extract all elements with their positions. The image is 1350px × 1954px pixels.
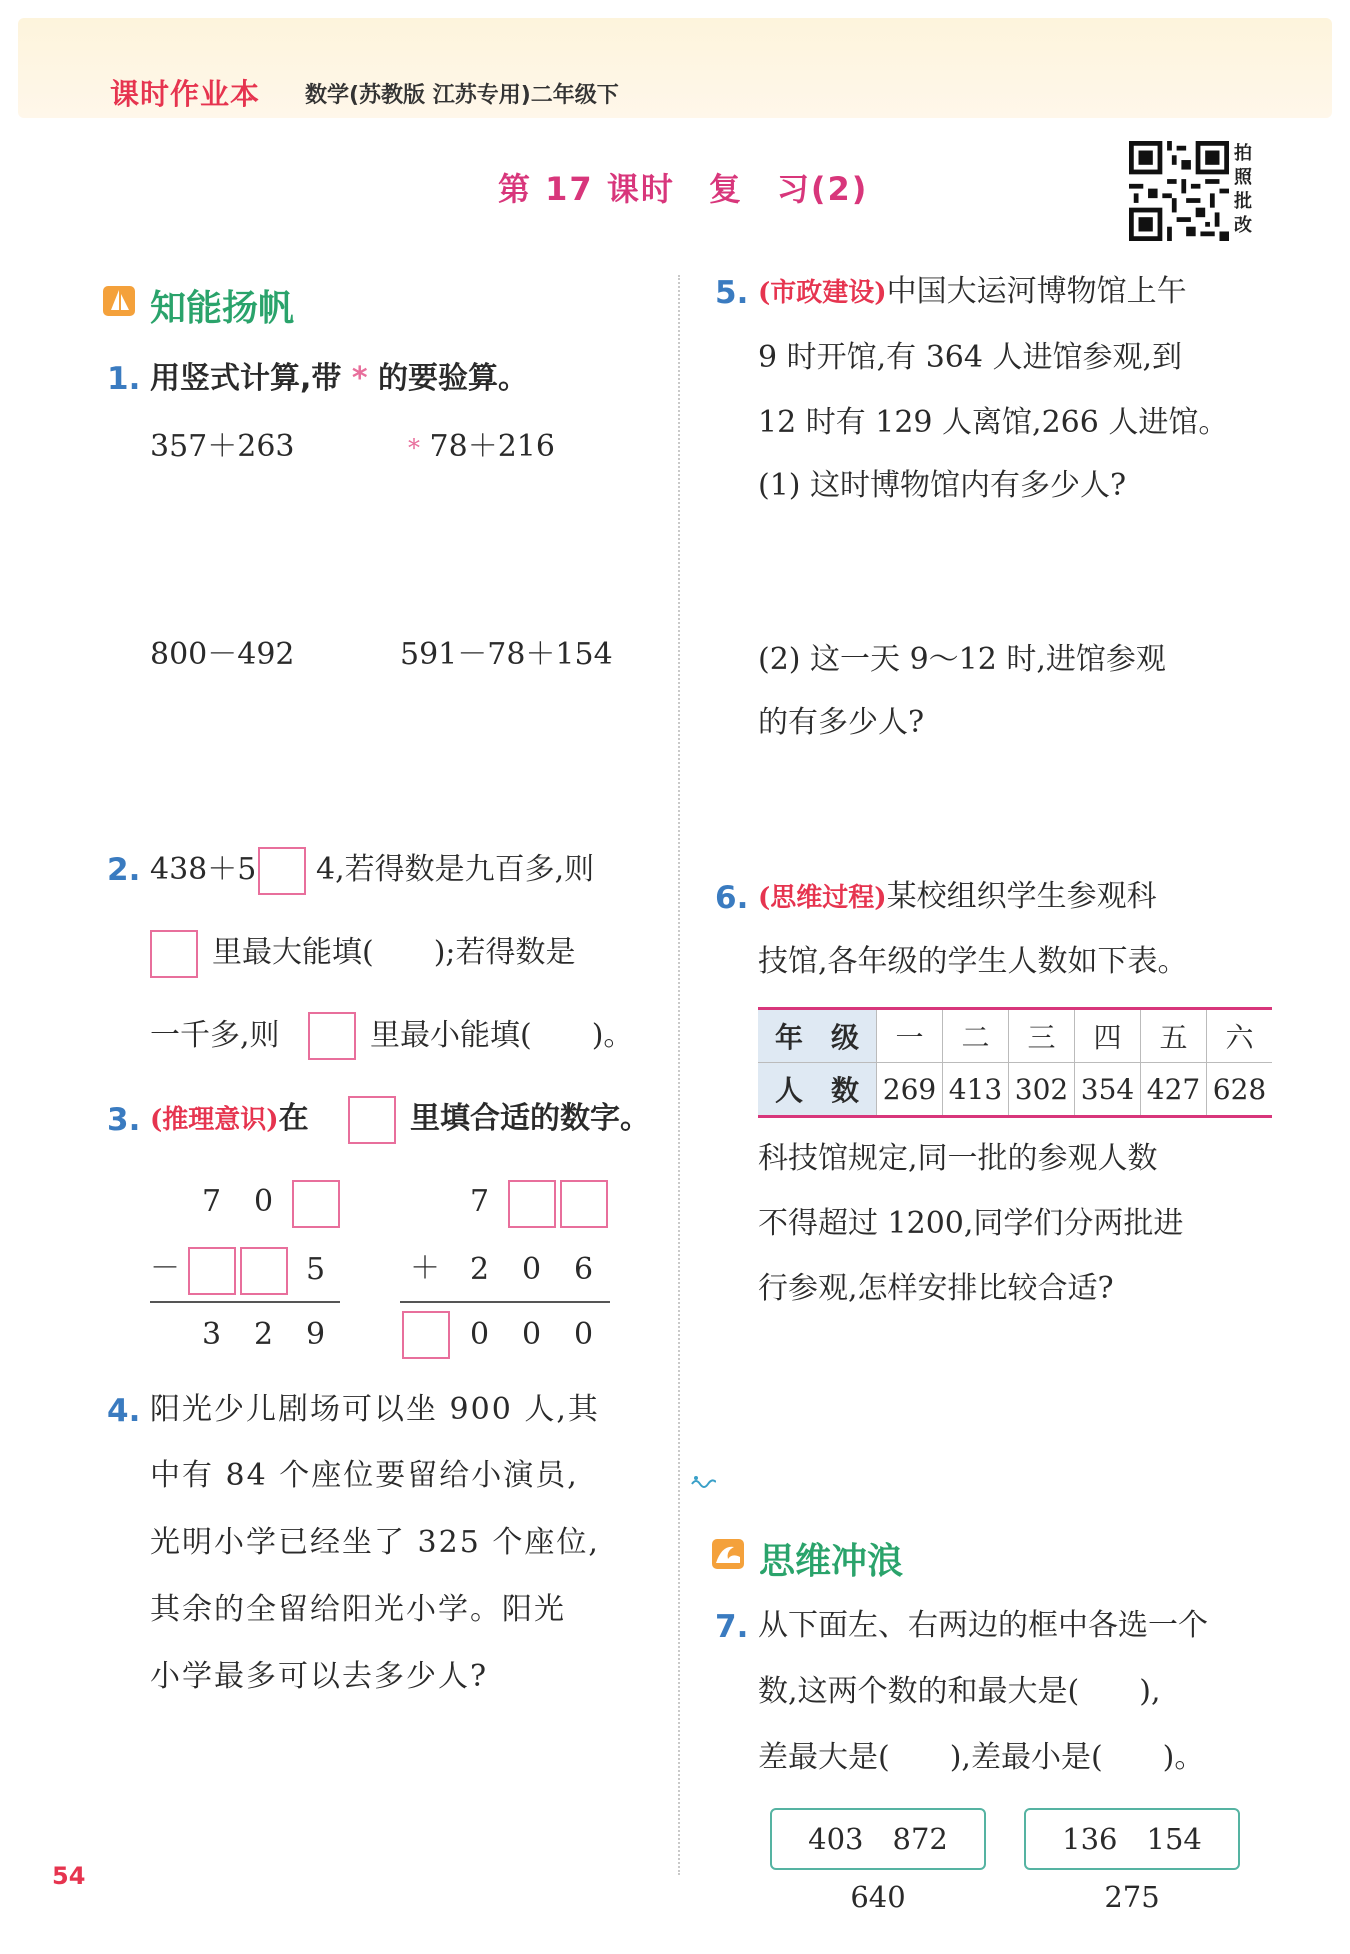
q3-right-blank[interactable] (560, 1180, 608, 1228)
q4-line: 光明小学已经坐了 325 个座位, (150, 1525, 600, 1560)
q6-line2: 技馆,各年级的学生人数如下表。 (758, 944, 1188, 979)
table-cell: 二 (943, 1009, 1009, 1063)
table-header-grade: 年 级 (758, 1009, 877, 1063)
q3-left-operator: － (150, 1251, 180, 1286)
q7-left-number-box: 403 872 640 (770, 1808, 986, 1870)
q3-example-box (348, 1096, 396, 1144)
q1-prompt-a: 用竖式计算,带 (150, 361, 342, 396)
q5-line2: 9 时开馆,有 364 人进馆参观,到 (758, 340, 1183, 375)
q3-right-result-digit: 0 (470, 1317, 490, 1352)
q2-answer-box[interactable] (308, 1012, 356, 1060)
qr-label-char: 改 (1234, 215, 1252, 236)
qr-label-char: 批 (1234, 191, 1252, 212)
q2-line1b: 4,若得数是九百多,则 (316, 852, 595, 887)
qr-label-char: 照 (1234, 167, 1252, 188)
q5-line1 (758, 275, 1187, 310)
table-cell: 354 (1075, 1063, 1141, 1117)
q5-sub1: (1) 这时博物馆内有多少人? (758, 468, 1127, 503)
q4-line: 其余的全留给阳光小学。阳光 (150, 1592, 566, 1627)
q4-line: 小学最多可以去多少人? (150, 1659, 489, 1694)
question-number-2: 2. (107, 852, 141, 888)
section-title-siwei: 思维冲浪 (759, 1541, 904, 1582)
wave-surf-icon (712, 1539, 744, 1569)
q3-right-blank[interactable] (402, 1311, 450, 1359)
q3-text-2: 里填合适的数字。 (410, 1101, 650, 1136)
column-divider (678, 275, 680, 1875)
q1-expression-1: 357＋263 (150, 429, 295, 464)
q1-expression-4: 591－78＋154 (400, 637, 613, 672)
q1-expression-2-text: 78＋216 (429, 429, 555, 464)
table-cell: 四 (1075, 1009, 1141, 1063)
question-number-6: 6. (715, 880, 749, 916)
q3-left-result-digit: 9 (306, 1317, 326, 1352)
qr-code-icon[interactable] (1127, 141, 1231, 241)
q5-line3: 12 时有 129 人离馆,266 人进馆。 (758, 405, 1229, 440)
q3-left-result-digit: 3 (202, 1317, 222, 1352)
q5-line1-text: 中国大运河博物馆上午 (886, 274, 1187, 309)
q3-right-blank[interactable] (508, 1180, 556, 1228)
q3-left-blank[interactable] (240, 1247, 288, 1295)
q6-tag: (思维过程) (758, 883, 887, 913)
brand-title: 课时作业本 (110, 77, 261, 111)
q3-left-digit: 5 (306, 1252, 326, 1287)
q1-prompt (150, 362, 528, 396)
q7-line2: 数,这两个数的和最大是( ), (758, 1674, 1161, 1709)
table-row (758, 1063, 1272, 1117)
q3-right-result-digit: 0 (574, 1317, 594, 1352)
q3-right-digit: 2 (470, 1252, 490, 1287)
subject-title: 数学(苏教版 江苏专用)二年级下 (305, 83, 619, 108)
lesson-title: 第 17 课时 复 习(2) (498, 170, 869, 208)
q3-left-digit: 0 (254, 1184, 274, 1219)
question-number-4: 4. (107, 1393, 141, 1429)
q1-expression-2 (408, 430, 555, 465)
q5-tag: (市政建设) (758, 278, 887, 308)
q3-left-digit: 7 (202, 1184, 222, 1219)
q3-left-result-digit: 2 (254, 1317, 274, 1352)
table-cell: 427 (1141, 1063, 1207, 1117)
q2-line1a: 438＋5 (150, 852, 257, 887)
q7-line3: 差最大是( ),差最小是( )。 (758, 1740, 1205, 1775)
qr-label (1234, 142, 1256, 238)
q3-text-1: 在 (278, 1101, 309, 1136)
table-cell: 413 (943, 1063, 1009, 1117)
q6-line1 (758, 880, 1157, 915)
q3-right-result-digit: 0 (522, 1317, 542, 1352)
q6-after-line: 行参观,怎样安排比较合适? (758, 1271, 1114, 1306)
q4-line: 阳光少儿剧场可以坐 900 人,其 (150, 1392, 600, 1427)
q5-sub2b: 的有多少人? (758, 705, 925, 740)
table-cell: 三 (1009, 1009, 1075, 1063)
wave-icon (690, 1474, 716, 1490)
q7-line1: 从下面左、右两边的框中各选一个 (758, 1608, 1208, 1643)
table-header-count: 人 数 (758, 1063, 877, 1117)
star-mark: * (351, 361, 368, 396)
question-number-1: 1. (107, 361, 141, 397)
q3-right-digit: 7 (470, 1184, 490, 1219)
table-cell: 302 (1009, 1063, 1075, 1117)
q3-right-line (400, 1301, 610, 1303)
q2-answer-box[interactable] (150, 930, 198, 978)
question-number-3: 3. (107, 1102, 141, 1138)
q3-left-blank[interactable] (292, 1180, 340, 1228)
q4-line: 中有 84 个座位要留给小演员, (150, 1458, 579, 1493)
q2-answer-box[interactable] (258, 847, 306, 895)
q3-left-line (150, 1301, 340, 1303)
q3-right-digit: 6 (574, 1252, 594, 1287)
q7-right-number-box: 136 154 275 (1024, 1808, 1240, 1870)
table-cell: 五 (1141, 1009, 1207, 1063)
q5-sub2a: (2) 这一天 9～12 时,进馆参观 (758, 642, 1166, 677)
q2-line3a: 一千多,则 (150, 1018, 280, 1053)
q2-line2: 里最大能填( );若得数是 (212, 935, 576, 970)
q6-after-line: 科技馆规定,同一批的参观人数 (758, 1141, 1158, 1176)
question-number-7: 7. (715, 1609, 749, 1645)
grade-count-table (758, 1007, 1272, 1118)
sail-icon (103, 286, 135, 316)
q3-right-operator: ＋ (410, 1251, 440, 1286)
table-cell: 一 (877, 1009, 943, 1063)
table-cell: 六 (1207, 1009, 1273, 1063)
q1-prompt-b: 的要验算。 (378, 361, 529, 396)
q6-line1-text: 某校组织学生参观科 (886, 879, 1157, 914)
qr-label-char: 拍 (1234, 143, 1252, 164)
star-mark: * (408, 434, 420, 462)
q6-after-line: 不得超过 1200,同学们分两批进 (758, 1206, 1184, 1241)
q3-prompt (150, 1102, 309, 1137)
table-row (758, 1009, 1272, 1063)
q1-expression-3: 800－492 (150, 637, 295, 672)
table-cell: 628 (1207, 1063, 1273, 1117)
q3-tag: (推理意识) (150, 1105, 279, 1135)
page-number: 54 (52, 1862, 86, 1890)
q3-left-blank[interactable] (188, 1247, 236, 1295)
table-cell: 269 (877, 1063, 943, 1117)
section-title-zhineng: 知能扬帆 (150, 288, 295, 329)
question-number-5: 5. (715, 275, 749, 311)
q3-right-digit: 0 (522, 1252, 542, 1287)
q2-line3b: 里最小能填( )。 (370, 1018, 634, 1053)
